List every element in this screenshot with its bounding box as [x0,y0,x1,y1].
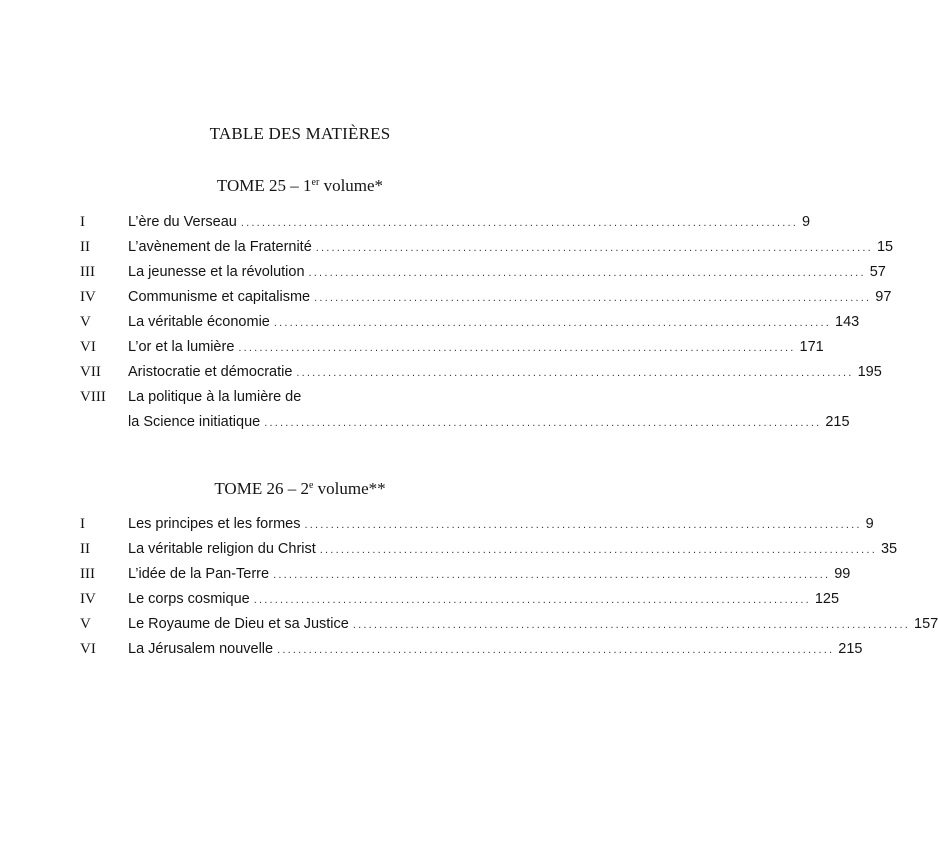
entry-line [128,360,882,385]
entry-body [128,612,938,637]
entry-line [128,235,894,260]
chapter-title: Aristocratie et démocratie [128,364,293,380]
dot-leader: .......................................................................................................... [308,267,866,279]
chapter-number: III [80,566,95,582]
entry-line [128,587,840,612]
entry-body [128,587,840,612]
tome-heading-label: TOME 25 – 1 [216,176,312,195]
page-number: 195 [857,364,882,380]
entry-line [128,310,860,335]
entry-line [128,210,811,235]
tome-25-heading [0,176,600,196]
chapter-title: L’idée de la Pan-Terre [128,566,270,582]
chapter-title: La Jérusalem nouvelle [128,641,274,657]
tome-heading-label: TOME 26 – 2 [214,479,309,498]
chapter-title: Le Royaume de Dieu et sa Justice [128,616,349,632]
toc-entry [80,310,860,335]
entry-line [128,335,824,360]
toc-entry [80,562,851,587]
chapter-number: IV [80,289,96,305]
entry-line [128,537,898,562]
page-number: 215 [838,641,863,657]
entry-body [128,360,882,385]
entry-body [128,512,874,537]
dot-leader: .......................................................................................................... [273,317,832,329]
page-number: 35 [880,541,898,557]
chapter-title: La politique à la lumière de [128,389,302,405]
chapter-number: II [80,541,90,557]
dot-leader: .......................................................................................................... [238,342,796,354]
tome-heading-superscript: er [311,177,320,188]
entry-line [128,637,863,662]
chapter-title: La jeunesse et la révolution [128,264,305,280]
toc-entry [80,587,840,612]
dot-leader: .......................................................................................................... [253,594,811,606]
dot-leader: .......................................................................................................... [273,569,831,581]
page-number: 125 [814,591,840,607]
chapter-title: Le corps cosmique [128,591,250,607]
entry-body [128,562,851,587]
dot-leader: .......................................................................................................... [277,644,835,656]
chapter-title: la Science initiatique [128,414,261,430]
toc-entry [80,210,811,235]
entry-line [128,512,874,537]
toc-entry [80,537,898,562]
chapter-number: V [80,314,91,330]
page-title: TABLE DES MATIÈRES [209,124,391,143]
chapter-title: L’avènement de la Fraternité [128,239,312,255]
chapter-number: I [80,516,85,532]
entry-body [128,537,898,562]
page-number: 15 [876,239,894,255]
page-number: 9 [865,516,874,532]
tome-heading-suffix: volume** [313,479,386,498]
dot-leader: .......................................................................................................... [315,242,873,254]
chapter-number: III [80,264,95,280]
chapter-title: La véritable religion du Christ [128,541,316,557]
entry-body [128,385,850,435]
dot-leader: .......................................................................................................... [314,292,872,304]
page-number: 215 [825,414,850,430]
dot-leader: .......................................................................................................... [240,217,798,229]
toc-entry [80,637,863,662]
chapter-number: VI [80,339,96,355]
tome-heading-superscript: e [308,480,314,491]
toc-entry [80,512,874,537]
entry-body [128,310,860,335]
page-number: 171 [799,339,824,355]
dot-leader: .......................................................................................................... [304,519,862,531]
entry-line [128,285,892,310]
chapter-number: II [80,239,90,255]
chapter-number: I [80,214,85,230]
page-number: 9 [802,214,811,230]
tome-26-heading [0,479,600,499]
entry-body [128,637,863,662]
chapter-number: VIII [80,389,106,405]
dot-leader: .......................................................................................................... [264,417,822,429]
entry-line [128,385,504,410]
chapter-title: Les principes et les formes [128,516,301,532]
dot-leader: .......................................................................................................... [319,544,877,556]
tome-26-contents [80,512,938,662]
page-number: 143 [835,314,860,330]
chapter-title: Communisme et capitalisme [128,289,311,305]
chapter-title: L’or et la lumière [128,339,235,355]
page-number: 99 [834,566,851,582]
page-number: 97 [875,289,892,305]
page-number: 57 [869,264,886,280]
toc-entry [80,335,824,360]
toc-entry [80,385,850,435]
toc-entry [80,285,892,310]
toc-entry [80,612,938,637]
dot-leader: .......................................................................................................... [296,367,854,379]
dot-leader: .......................................................................................................... [352,619,910,631]
entry-body [128,335,824,360]
chapter-title: La véritable économie [128,314,270,330]
toc-entry [80,360,882,385]
tome-25-contents [80,210,894,435]
entry-body [128,285,892,310]
entry-body [128,210,811,235]
entry-line [128,612,938,637]
chapter-number: VI [80,641,96,657]
entry-body [128,235,894,260]
tome-heading-suffix: volume* [319,176,384,195]
toc-entry [80,260,886,285]
page-number: 157 [914,616,938,632]
entry-line [128,410,850,435]
chapter-number: V [80,616,91,632]
chapter-number: IV [80,591,96,607]
chapter-number: VII [80,364,101,380]
chapter-title: L’ère du Verseau [128,214,237,230]
entry-line [128,260,886,285]
entry-body [128,260,886,285]
toc-entry [80,235,894,260]
entry-line [128,562,851,587]
